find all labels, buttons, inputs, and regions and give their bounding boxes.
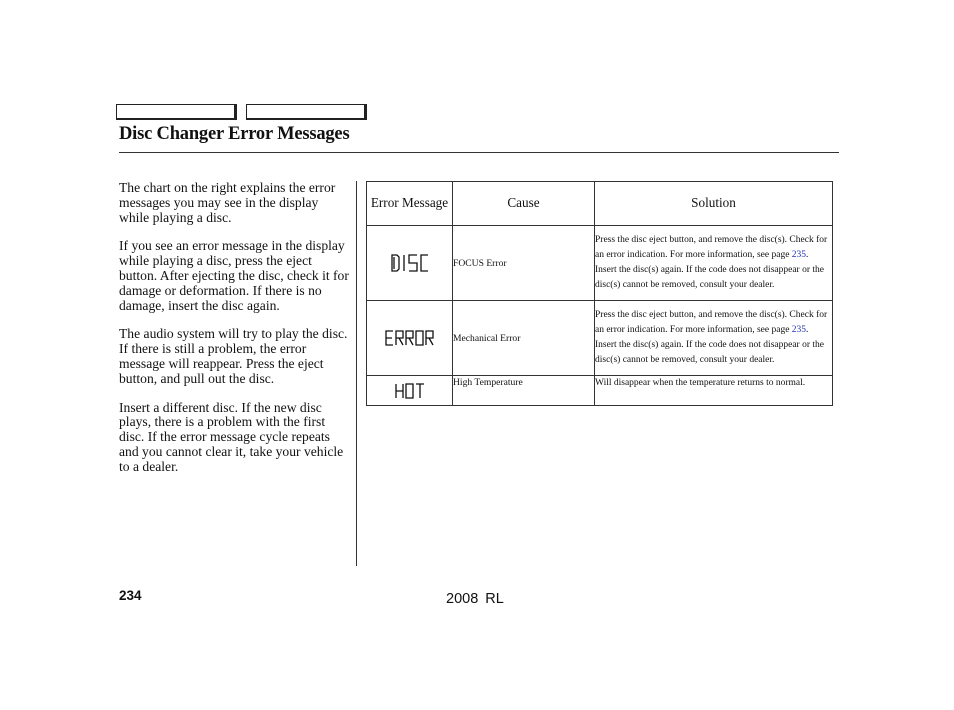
table-row <box>367 301 833 376</box>
solution-text: Press the disc eject button, and remove the disc(s). Check for an error indication. For more information, see page <box>595 310 828 335</box>
error-display-cell <box>367 301 453 376</box>
cause-cell: Mechanical Error <box>453 301 595 376</box>
intro-paragraph: Insert a different disc. If the new disc plays, there is a problem with the first disc. If the error message cycle repeats and you cannot clear it, take your vehicle to a dealer. <box>119 399 344 474</box>
page-reference-link[interactable]: 235 <box>791 325 807 335</box>
table-header-row <box>367 182 833 226</box>
header-solution: Solution <box>595 182 833 226</box>
solution-cell <box>595 226 833 301</box>
solution-cell <box>595 301 833 376</box>
segment-display-hot-icon <box>395 383 425 399</box>
page-number: 234 <box>119 588 142 603</box>
intro-paragraph: The chart on the right explains the error messages you may see in the display while playing a disc. <box>119 180 336 225</box>
table-row <box>367 376 833 406</box>
intro-text <box>119 181 351 489</box>
header-cause: Cause <box>453 182 595 226</box>
solution-text: . Insert the disc(s) again. If the code does not disappear or the disc(s) cannot be removed, consult your dealer. <box>595 250 824 290</box>
solution-cell: Will disappear when the temperature returns to normal. <box>595 376 833 406</box>
segment-display-error-icon <box>385 330 435 346</box>
nav-tab-previous[interactable] <box>116 104 237 120</box>
cause-cell: FOCUS Error <box>453 226 595 301</box>
solution-text: Press the disc eject button, and remove the disc(s). Check for an error indication. For more information, see page <box>595 235 828 260</box>
intro-paragraph: If you see an error message in the display while playing a disc, press the eject button. After ejecting the disc, check it for damage or deformation. If there is no damage, insert the disc again. <box>119 238 349 313</box>
intro-paragraph: The audio system will try to play the disc. If there is still a problem, the error message will reappear. Press the eject button, and pull out the disc. <box>119 326 348 386</box>
solution-text: . Insert the disc(s) again. If the code does not disappear or the disc(s) cannot be removed, consult your dealer. <box>595 325 824 365</box>
error-message-table <box>366 181 833 406</box>
nav-tab-index[interactable] <box>246 104 367 120</box>
column-divider <box>356 181 357 566</box>
title-divider <box>119 152 839 153</box>
error-display-cell <box>367 226 453 301</box>
segment-display-disc-icon <box>390 253 430 273</box>
footer-model-name: 2008 RL <box>446 591 504 607</box>
table-row <box>367 226 833 301</box>
cause-cell: High Temperature <box>453 376 595 406</box>
error-display-cell <box>367 376 453 406</box>
page-title: Disc Changer Error Messages <box>119 124 350 144</box>
page-reference-link[interactable]: 235 <box>791 250 807 260</box>
header-error-message: Error Message <box>367 182 453 226</box>
